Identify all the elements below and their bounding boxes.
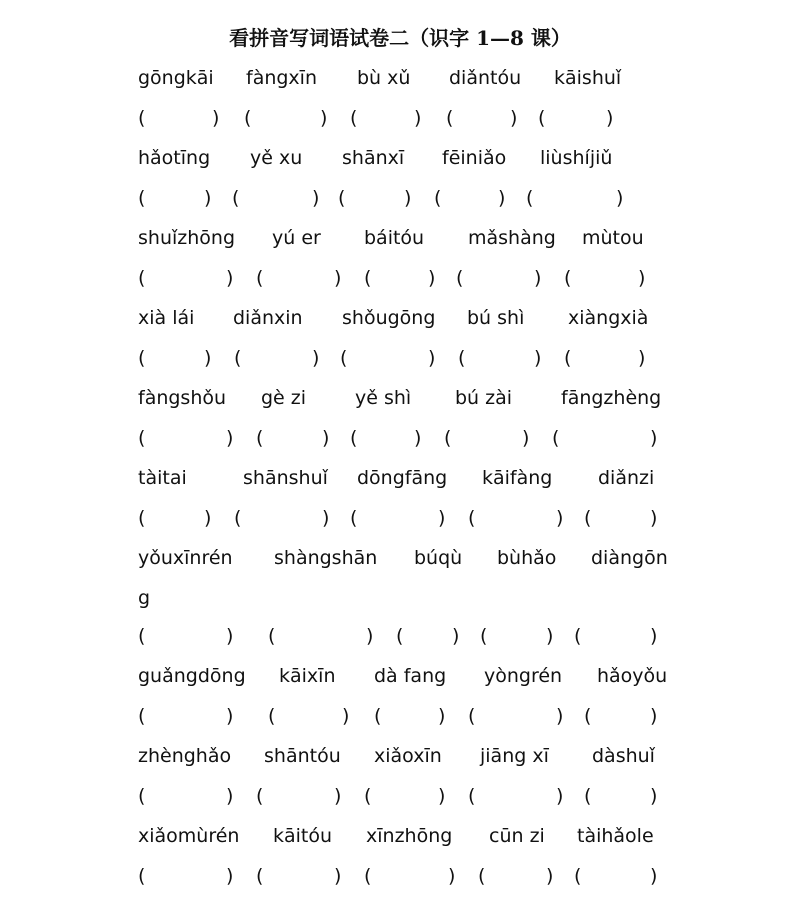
pinyin-word: yú er [272, 227, 321, 249]
open-paren: ( [574, 865, 582, 887]
close-paren: ) [556, 785, 564, 807]
open-paren: ( [256, 267, 264, 289]
close-paren: ) [616, 187, 624, 209]
close-paren: ) [428, 267, 436, 289]
open-paren: ( [564, 267, 572, 289]
open-paren: ( [138, 705, 146, 727]
open-paren: ( [456, 267, 464, 289]
pinyin-word: zhènghǎo [138, 745, 232, 767]
pinyin-word: mǎshàng [468, 227, 556, 249]
pinyin-word: guǎngdōng [138, 665, 246, 687]
pinyin-word-wrap: g [138, 587, 151, 609]
open-paren: ( [564, 347, 572, 369]
close-paren: ) [204, 347, 212, 369]
pinyin-word: gōngkāi [138, 67, 214, 89]
open-paren: ( [138, 267, 146, 289]
pinyin-word: xiǎoxīn [374, 745, 442, 767]
open-paren: ( [138, 625, 146, 647]
close-paren: ) [650, 785, 658, 807]
close-paren: ) [414, 107, 422, 129]
close-paren: ) [448, 865, 456, 887]
pinyin-word: kāixīn [279, 665, 336, 687]
open-paren: ( [268, 625, 276, 647]
close-paren: ) [522, 427, 530, 449]
close-paren: ) [534, 347, 542, 369]
open-paren: ( [138, 107, 146, 129]
pinyin-word: gè zi [261, 387, 307, 409]
open-paren: ( [138, 427, 146, 449]
open-paren: ( [552, 427, 560, 449]
pinyin-word: bú zài [455, 387, 513, 409]
open-paren: ( [234, 507, 242, 529]
close-paren: ) [204, 187, 212, 209]
open-paren: ( [138, 865, 146, 887]
open-paren: ( [364, 267, 372, 289]
close-paren: ) [534, 267, 542, 289]
close-paren: ) [226, 427, 234, 449]
open-paren: ( [468, 507, 476, 529]
close-paren: ) [638, 267, 646, 289]
pinyin-word: diàngōn [591, 547, 668, 569]
pinyin-word: shàngshān [274, 547, 378, 569]
pinyin-word: fāngzhèng [561, 387, 662, 409]
close-paren: ) [414, 427, 422, 449]
pinyin-word: xiàngxià [568, 307, 649, 329]
close-paren: ) [212, 107, 220, 129]
close-paren: ) [546, 865, 554, 887]
close-paren: ) [226, 267, 234, 289]
open-paren: ( [468, 785, 476, 807]
close-paren: ) [226, 785, 234, 807]
open-paren: ( [538, 107, 546, 129]
open-paren: ( [138, 187, 146, 209]
pinyin-word: tàihǎole [577, 825, 654, 847]
close-paren: ) [650, 427, 658, 449]
open-paren: ( [350, 427, 358, 449]
open-paren: ( [338, 187, 346, 209]
close-paren: ) [650, 705, 658, 727]
close-paren: ) [438, 507, 446, 529]
open-paren: ( [364, 785, 372, 807]
pinyin-word: diǎntóu [449, 67, 522, 89]
close-paren: ) [498, 187, 506, 209]
pinyin-word: bùhǎo [497, 547, 557, 569]
open-paren: ( [434, 187, 442, 209]
close-paren: ) [226, 865, 234, 887]
pinyin-word: kāitóu [273, 825, 333, 847]
open-paren: ( [396, 625, 404, 647]
pinyin-word: liùshíjiǔ [540, 147, 613, 169]
open-paren: ( [244, 107, 252, 129]
close-paren: ) [650, 507, 658, 529]
pinyin-word: xiǎomùrén [138, 825, 240, 847]
close-paren: ) [438, 785, 446, 807]
close-paren: ) [404, 187, 412, 209]
pinyin-word: shāntóu [264, 745, 341, 767]
close-paren: ) [322, 507, 330, 529]
close-paren: ) [510, 107, 518, 129]
pinyin-word: fàngxīn [246, 67, 317, 89]
open-paren: ( [138, 785, 146, 807]
pinyin-word: shānshuǐ [243, 467, 328, 489]
pinyin-word: báitóu [364, 227, 425, 249]
open-paren: ( [584, 507, 592, 529]
pinyin-word: diǎnzi [598, 467, 655, 489]
close-paren: ) [650, 625, 658, 647]
close-paren: ) [452, 625, 460, 647]
page-title: 看拼音写词语试卷二（识字 1—8 课） [229, 26, 571, 50]
close-paren: ) [428, 347, 436, 369]
pinyin-word: bú shì [467, 307, 525, 329]
pinyin-word: xià lái [138, 307, 195, 329]
close-paren: ) [312, 347, 320, 369]
open-paren: ( [232, 187, 240, 209]
close-paren: ) [556, 507, 564, 529]
close-paren: ) [556, 705, 564, 727]
close-paren: ) [546, 625, 554, 647]
open-paren: ( [584, 705, 592, 727]
close-paren: ) [366, 625, 374, 647]
open-paren: ( [444, 427, 452, 449]
pinyin-word: yǒuxīnrén [138, 547, 233, 569]
open-paren: ( [350, 107, 358, 129]
close-paren: ) [322, 427, 330, 449]
open-paren: ( [374, 705, 382, 727]
pinyin-word: hǎotīng [138, 147, 211, 169]
close-paren: ) [342, 705, 350, 727]
pinyin-word: xīnzhōng [366, 825, 453, 847]
pinyin-word: fēiniǎo [442, 147, 507, 169]
close-paren: ) [438, 705, 446, 727]
open-paren: ( [234, 347, 242, 369]
pinyin-word: diǎnxin [233, 307, 303, 329]
open-paren: ( [350, 507, 358, 529]
open-paren: ( [446, 107, 454, 129]
pinyin-word: shǒugōng [342, 307, 436, 329]
pinyin-word: dōngfāng [357, 467, 448, 489]
close-paren: ) [334, 267, 342, 289]
close-paren: ) [638, 347, 646, 369]
pinyin-word: yě shì [355, 387, 412, 409]
close-paren: ) [650, 865, 658, 887]
open-paren: ( [268, 705, 276, 727]
close-paren: ) [226, 625, 234, 647]
pinyin-word: shānxī [342, 147, 405, 169]
open-paren: ( [340, 347, 348, 369]
pinyin-word: jiāng xī [480, 745, 549, 767]
open-paren: ( [468, 705, 476, 727]
close-paren: ) [204, 507, 212, 529]
pinyin-word: kāifàng [482, 467, 553, 489]
pinyin-word: fàngshǒu [138, 387, 227, 409]
pinyin-word: cūn zi [489, 825, 545, 847]
close-paren: ) [320, 107, 328, 129]
pinyin-word: búqù [414, 547, 463, 569]
close-paren: ) [334, 865, 342, 887]
pinyin-word: dàshuǐ [592, 745, 655, 767]
pinyin-word: kāishuǐ [554, 67, 622, 89]
pinyin-word: tàitai [138, 467, 187, 489]
pinyin-word: dà fang [374, 665, 447, 687]
open-paren: ( [138, 507, 146, 529]
close-paren: ) [226, 705, 234, 727]
open-paren: ( [574, 625, 582, 647]
open-paren: ( [256, 427, 264, 449]
pinyin-word: bù xǔ [357, 67, 411, 89]
close-paren: ) [334, 785, 342, 807]
pinyin-word: shuǐzhōng [138, 227, 236, 249]
pinyin-word: yòngrén [484, 665, 563, 687]
pinyin-word: mùtou [582, 227, 644, 249]
open-paren: ( [478, 865, 486, 887]
pinyin-word: hǎoyǒu [597, 665, 668, 687]
close-paren: ) [312, 187, 320, 209]
open-paren: ( [364, 865, 372, 887]
open-paren: ( [458, 347, 466, 369]
open-paren: ( [584, 785, 592, 807]
open-paren: ( [480, 625, 488, 647]
close-paren: ) [606, 107, 614, 129]
open-paren: ( [526, 187, 534, 209]
open-paren: ( [256, 865, 264, 887]
open-paren: ( [138, 347, 146, 369]
pinyin-word: yě xu [250, 147, 303, 169]
open-paren: ( [256, 785, 264, 807]
